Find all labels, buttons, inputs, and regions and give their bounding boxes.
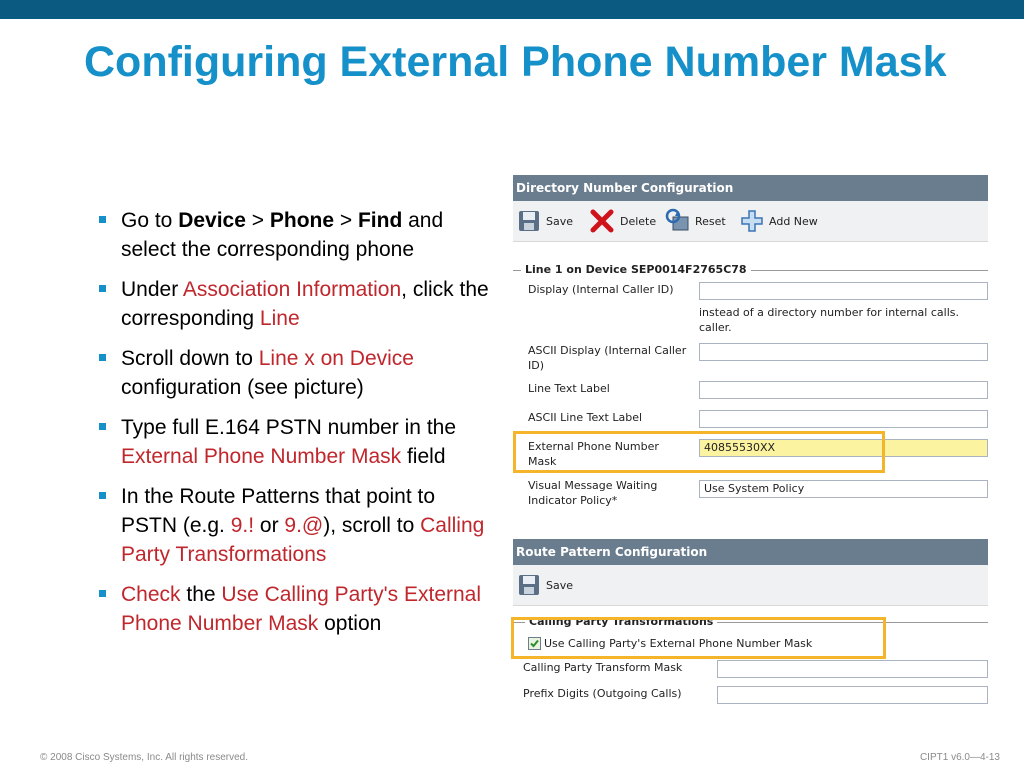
reset-button[interactable]: Reset <box>664 201 726 241</box>
line-text-label: Line Text Label <box>528 382 610 395</box>
ascii-display-input[interactable] <box>699 343 988 361</box>
bullet-square-icon <box>99 492 106 499</box>
toolbar <box>513 565 988 606</box>
display-hint: instead of a directory number for internal calls. caller. <box>699 306 959 334</box>
save-button[interactable]: Save <box>517 201 573 241</box>
bullet-square-icon <box>99 354 106 361</box>
slide-title: Configuring External Phone Number Mask <box>84 38 947 86</box>
vm-policy-label: Visual Message Waiting Indicator Policy* <box>528 479 658 507</box>
panel-title: Route Pattern Configuration <box>513 539 988 565</box>
delete-button[interactable]: Delete <box>589 201 656 241</box>
toolbar <box>513 201 988 242</box>
bullet-item: Type full E.164 PSTN number in the External Phone Number Mask field <box>96 413 496 471</box>
add-new-button[interactable]: Add New <box>740 201 818 241</box>
add-plus-icon <box>740 209 764 233</box>
ascii-line-text-label: ASCII Line Text Label <box>528 411 643 424</box>
slide-number-footer: CIPT1 v6.0—4-13 <box>919 752 1000 763</box>
bullet-square-icon <box>99 216 106 223</box>
display-input[interactable] <box>699 282 988 300</box>
bullet-list <box>96 206 496 649</box>
external-mask-label: External Phone Number Mask <box>528 440 659 468</box>
checkbox-label: Use Calling Party's External Phone Number Mask <box>544 637 813 650</box>
save-icon <box>517 573 541 597</box>
bullet-item: Go to Device > Phone > Find and select the corresponding phone <box>96 206 496 264</box>
prefix-digits-label: Prefix Digits (Outgoing Calls) <box>523 687 682 700</box>
prefix-digits-input[interactable] <box>717 686 988 704</box>
external-mask-input[interactable]: 40855530XX <box>699 439 988 457</box>
panel-title: Directory Number Configuration <box>513 175 988 201</box>
copyright-footer: © 2008 Cisco Systems, Inc. All rights reserved. <box>40 752 249 763</box>
vm-policy-select[interactable]: Use System Policy <box>699 480 988 498</box>
ascii-line-text-input[interactable] <box>699 410 988 428</box>
bullet-item: In the Route Patterns that point to PSTN (e.g. 9.! or 9.@), scroll to Calling Party Transformations <box>96 482 496 569</box>
highlight-box <box>511 617 886 659</box>
line-text-input[interactable] <box>699 381 988 399</box>
delete-x-icon <box>589 208 615 234</box>
bullet-item: Under Association Information, click the corresponding Line <box>96 275 496 333</box>
save-button[interactable]: Save <box>517 565 573 605</box>
ascii-display-label: ASCII Display (Internal Caller ID) <box>528 344 687 372</box>
reset-icon <box>664 208 690 234</box>
section-title: Calling Party Transformations <box>525 615 717 628</box>
bullet-square-icon <box>99 285 106 292</box>
highlight-box <box>513 431 885 473</box>
save-icon <box>517 209 541 233</box>
bullet-item: Check the Use Calling Party's External Phone Number Mask option <box>96 580 496 638</box>
bullet-item: Scroll down to Line x on Device configuration (see picture) <box>96 344 496 402</box>
bullet-square-icon <box>99 590 106 597</box>
transform-mask-input[interactable] <box>717 660 988 678</box>
bullet-square-icon <box>99 423 106 430</box>
required-asterisk: * <box>611 494 618 507</box>
top-banner <box>0 0 1024 19</box>
section-title: Line 1 on Device SEP0014F2765C78 <box>521 263 751 276</box>
transform-mask-label: Calling Party Transform Mask <box>523 661 683 674</box>
display-label: Display (Internal Caller ID) <box>528 283 674 296</box>
